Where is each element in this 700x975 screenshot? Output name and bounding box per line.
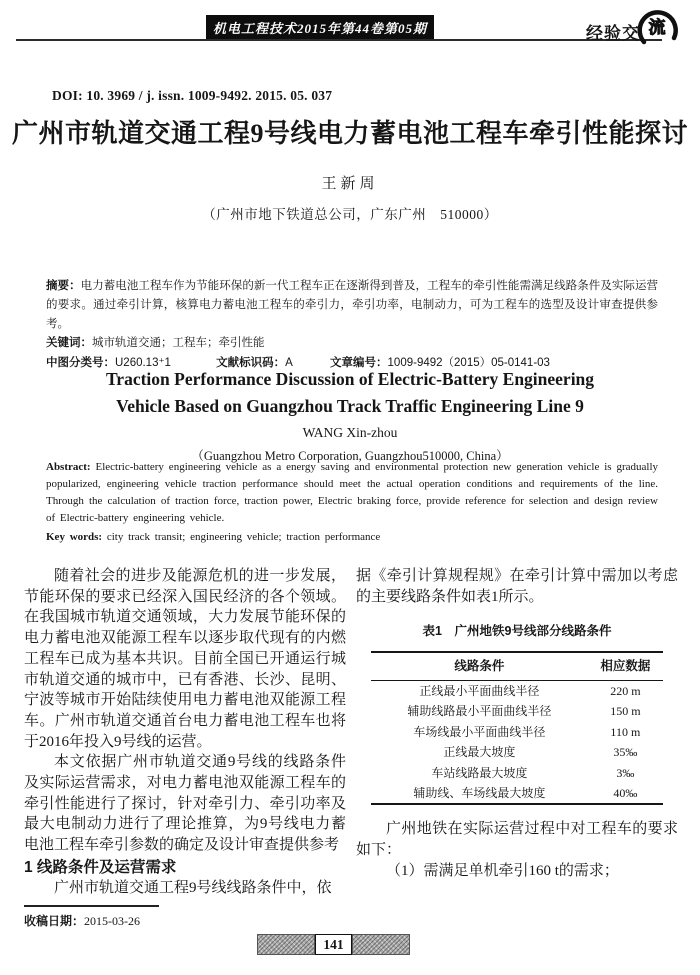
table-cell-value: 3‰ <box>616 765 635 780</box>
doc-code-label: 文献标识码： <box>216 357 286 369</box>
keywords-zh-text: 城市轨道交通；工程车；牵引性能 <box>92 337 265 349</box>
body-paragraph-1: 随着社会的进步及能源危机的进一步发展，节能环保的要求已经深入国民经济的各个领域。在我国城市轨道交通领域，大力发展节能环保的电力蓄电池双能源工程车以逐步取代现有的内燃工程车已成为基本共识。目前全国已开通运行城市轨道交通的城市中，已有香港、长沙、昆明、宁波等城市开始陆续使用电力蓄电池双能源工程车。广州市轨道交通首台电力蓄电池工程车也将于2016年投入9号线的运营。 <box>24 568 346 750</box>
chinese-meta-block <box>46 277 658 373</box>
column-badge <box>580 4 680 50</box>
table-cell-value: 150 m <box>610 704 641 719</box>
article-title-en-line1: Traction Performance Discussion of Electric-Battery Engineering <box>105 369 595 389</box>
keywords-zh-label: 关键词： <box>46 337 92 349</box>
body-left-column <box>24 566 346 899</box>
requirement-list-item-1: （1）需满足单机牵引160 t的需求； <box>386 862 619 879</box>
body-paragraph-2: 本文依据广州市轨道交通9号线的线路条件及实际运营需求，对电力蓄电池双能源工程车的牵引性能进行了探讨，针对牵引力、牵引功率及最大电制动力进行了理论推算，为9号线电力蓄电池工程车牵引参数的确定及设计审查提供参考 <box>24 754 346 854</box>
table-cell-condition: 辅助线路最小平面曲线半径 <box>407 704 552 719</box>
table-row <box>371 681 663 702</box>
received-date-label: 收稿日期： <box>24 913 85 928</box>
keywords-en-text: city track transit; engineering vehicle; traction performance <box>106 531 381 543</box>
received-date-value: 2015-03-26 <box>84 913 141 928</box>
footnote-rule <box>24 905 159 907</box>
received-date-footnote <box>24 905 346 929</box>
doc-code-value: A <box>285 357 293 369</box>
table-row <box>371 783 663 804</box>
author-en: WANG Xin-zhou <box>302 425 398 440</box>
journal-banner: 机电工程技术2015年第44卷第05期 <box>206 15 434 39</box>
table-cell-condition: 车站线路最大坡度 <box>431 765 528 780</box>
english-title-block <box>0 366 700 464</box>
line-conditions-table <box>371 651 663 805</box>
keywords-zh <box>46 334 658 353</box>
abstract-en-label: Abstract: <box>46 461 91 473</box>
badge-circle-icon <box>634 4 680 50</box>
body-paragraph-3: 广州市轨道交通工程9号线线路条件中，依 <box>54 879 332 896</box>
page-number: 141 <box>315 934 352 955</box>
table-cell-condition: 辅助线、车场线最大坡度 <box>413 786 546 801</box>
body-right-column <box>356 566 678 881</box>
article-id-label: 文章编号： <box>330 357 388 369</box>
keywords-en-label: Key words: <box>46 531 103 543</box>
table-row <box>371 722 663 743</box>
table-header-row <box>371 652 663 681</box>
table-cell-condition: 正线最大坡度 <box>443 745 516 760</box>
table-row <box>371 701 663 722</box>
clc-label: 中图分类号： <box>46 357 115 369</box>
table-header-condition: 线路条件 <box>371 652 588 681</box>
doi-line: DOI: 10. 3969 / j. issn. 1009-9492. 2015. 05. 037 <box>52 88 333 103</box>
page-number-footer <box>257 934 410 955</box>
table-cell-condition: 车场线最小平面曲线半径 <box>413 724 546 739</box>
abstract-zh <box>46 277 658 334</box>
clc-value: U260.13⁺1 <box>115 357 171 369</box>
table-cell-value: 40‰ <box>613 786 638 801</box>
author-zh: 王新周 <box>321 176 379 192</box>
section-1-heading: 1 线路条件及运营需求 <box>24 858 177 876</box>
page-number-decoration-left <box>257 934 315 955</box>
abstract-en-text: Electric-battery engineering vehicle as a energy saving and environmental protection new generation vehicle is gradually popularized, engineering vehicle traction performance should meet the actual operation conditions and requirements of the line. Through the calculation of traction force, traction power, Electric braking force, provide reference for selection and design review of Electric-battery engineering vehicle. <box>46 461 659 524</box>
article-title-en-line2: Vehicle Based on Guangzhou Track Traffic Engineering Line 9 <box>116 396 584 416</box>
table-row <box>371 742 663 763</box>
article-title-zh: 广州市轨道交通工程9号线电力蓄电池工程车牵引性能探讨 <box>11 119 688 148</box>
header-rule <box>16 39 662 41</box>
keywords-en <box>46 529 658 546</box>
table-cell-value: 35‰ <box>613 745 638 760</box>
table-row <box>371 763 663 784</box>
affiliation-en: （Guangzhou Metro Corporation, Guangzhou510000, China） <box>191 449 509 463</box>
badge-text: 经验交 <box>586 23 640 43</box>
abstract-en <box>46 459 658 527</box>
table-cell-condition: 正线最小平面曲线半径 <box>419 684 540 699</box>
abstract-zh-label: 摘要： <box>46 280 81 292</box>
affiliation-zh: （广州市地下铁道总公司，广东广州 510000） <box>202 207 498 222</box>
body-paragraph-4: 广州地铁在实际运营过程中对工程车的要求如下： <box>356 821 678 858</box>
table-1-caption: 表1 广州地铁9号线部分线路条件 <box>422 624 612 639</box>
table-cell-value: 110 m <box>610 724 641 739</box>
badge-circle-char: 流 <box>648 18 666 37</box>
page-number-decoration-right <box>352 934 410 955</box>
table-header-data: 相应数据 <box>588 652 663 681</box>
table-cell-value: 220 m <box>610 684 641 699</box>
abstract-zh-text: 电力蓄电池工程车作为节能环保的新一代工程车正在逐渐得到普及，工程车的牵引性能需满足线路条件及实际运营的要求。通过牵引计算，核算电力蓄电池工程车的牵引力，牵引功率，电制动力，可为工程车的选型及设计审查提供参考。 <box>46 280 659 330</box>
article-id-value: 1009-9492（2015）05-0141-03 <box>387 357 550 369</box>
body-paragraph-3-continued: 据《牵引计算规程规》在牵引计算中需加以考虑的主要线路条件如表1所示。 <box>356 568 678 605</box>
english-abstract-block <box>46 459 658 546</box>
